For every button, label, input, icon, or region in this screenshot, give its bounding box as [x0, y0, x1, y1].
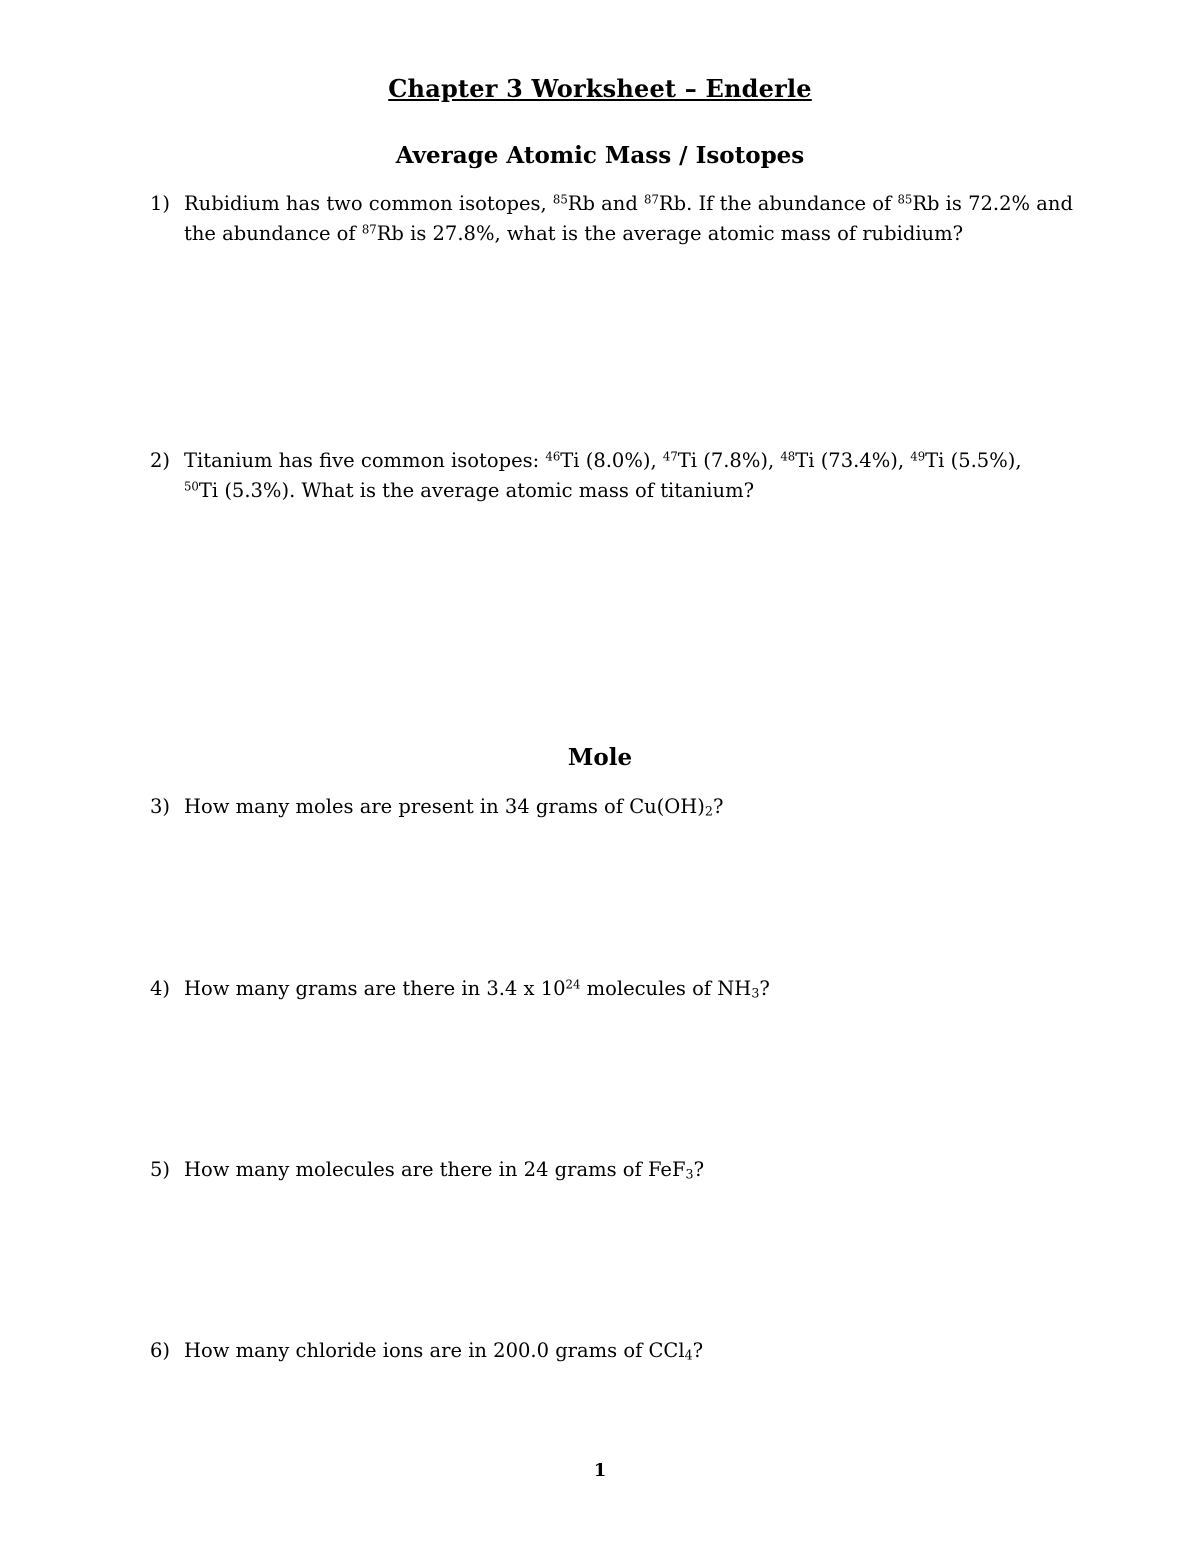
mass-number: 85	[897, 192, 913, 207]
question-3	[150, 792, 1100, 822]
question-number: 4)	[150, 977, 171, 1000]
mass-number: 49	[910, 449, 926, 464]
question-text: How many moles are present in 34 grams of $Cu(OH)_2$?	[184, 795, 724, 819]
question-text: How many molecules are there in 24 grams of FeF$_3$?	[184, 1158, 705, 1182]
mass-number: 87	[361, 222, 377, 237]
question-number: 6)	[150, 1339, 171, 1362]
subscript: 3	[751, 985, 760, 1001]
subscript: 2	[704, 803, 713, 819]
question-text: Titanium has five common isotopes: $^{46}$Ti (8.0%), $^{47}$Ti (7.8%), $^{48}$Ti (73.4%), $^{49}$Ti (5.5%), $^{50}$Ti (5.3%). What is the average atomic mass of titanium?	[184, 449, 1022, 502]
page-title: Chapter 3 Worksheet – Enderle	[388, 74, 812, 103]
question-text: How many chloride ions are in 200.0 grams of CCl$_4$?	[184, 1339, 704, 1363]
question-text: Rubidium has two common isotopes, $^{85}$Rb and $^{87}$Rb. If the abundance of $^{85}$Rb is 72.2% and the abundance of $^{87}$Rb is 27.8%, what is the average atomic mass of rubidium?	[184, 192, 1073, 245]
question-5	[150, 1155, 1100, 1185]
question-number: 5)	[150, 1158, 171, 1181]
mass-number: 48	[780, 449, 796, 464]
mass-number: 46	[545, 449, 561, 464]
question-number: 2)	[150, 449, 171, 472]
question-4	[150, 974, 1100, 1004]
mass-number: 47	[662, 449, 678, 464]
subscript: 4	[684, 1347, 693, 1363]
question-6	[150, 1336, 1100, 1366]
mass-number: 87	[644, 192, 659, 207]
page-number: 1	[593, 1460, 607, 1481]
question-number: 1)	[150, 192, 171, 215]
question-1	[150, 189, 1100, 249]
mass-number: 50	[184, 479, 199, 494]
mass-number: 85	[552, 192, 568, 207]
exponent: 24	[565, 977, 581, 992]
subscript: 3	[685, 1166, 694, 1182]
question-2	[150, 446, 1100, 506]
section-heading-mole: Mole	[567, 744, 633, 771]
question-text: How many grams are there in 3.4 x $10^{24}$ molecules of $NH_3$?	[184, 977, 770, 1001]
question-number: 3)	[150, 795, 171, 818]
section-heading-isotopes: Average Atomic Mass / Isotopes	[395, 142, 805, 169]
